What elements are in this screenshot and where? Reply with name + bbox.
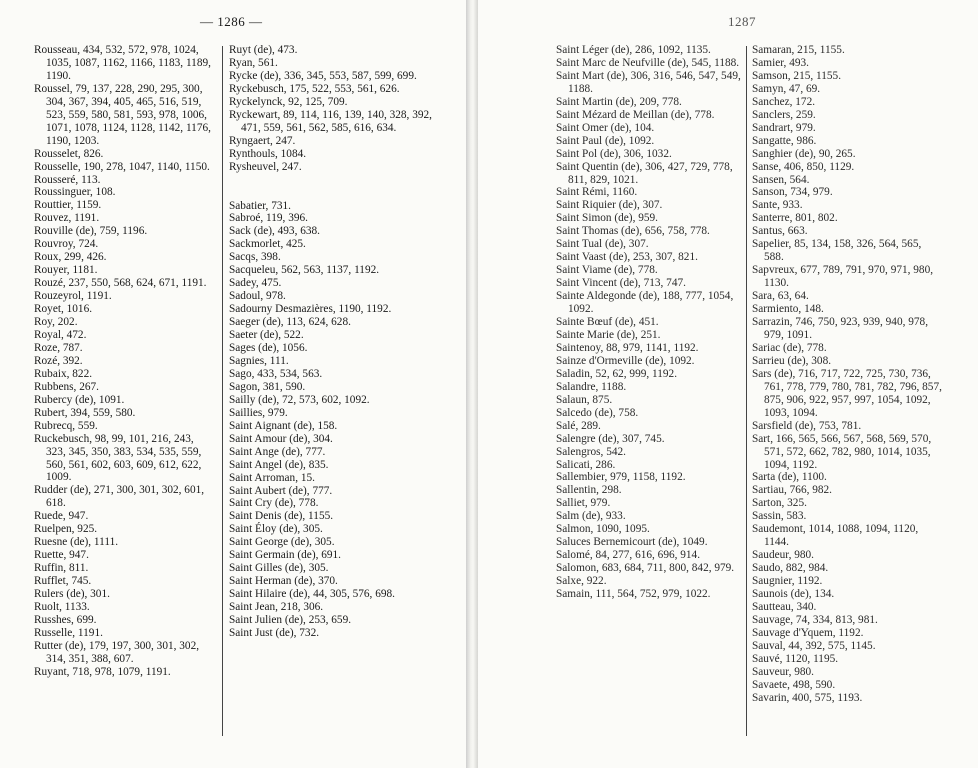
index-entry: Sarsfield (de), 753, 781. [752, 419, 862, 432]
index-entry: Sacqueleu, 562, 563, 1137, 1192. [229, 264, 380, 277]
index-entry: Sartiau, 766, 982. [752, 484, 833, 497]
index-entry: Rubbens, 267. [34, 380, 99, 393]
index-entry: Saint George (de), 305. [229, 536, 335, 549]
index-entry: Saunois (de), 134. [752, 588, 835, 601]
index-entry: Salandre, 1188. [556, 380, 627, 393]
index-entry: Saudo, 882, 984. [752, 562, 829, 575]
index-entry: Rynthouls, 1084. [229, 147, 307, 160]
index-entry: Rysheuvel, 247. [229, 160, 302, 173]
index-entry: Sainte Aldegonde (de), 188, 777, 1054, 1092. [556, 290, 734, 316]
index-entry: Saintenoy, 88, 979, 1141, 1192. [556, 341, 699, 354]
left-column-2-s-entries [229, 200, 444, 640]
index-entry: Rousseré, 113. [34, 173, 101, 186]
index-entry: Sauvage, 74, 334, 813, 981. [752, 613, 878, 626]
index-entry: Samain, 111, 564, 752, 979, 1022. [556, 588, 711, 601]
index-entry: Sages (de), 1056. [229, 342, 308, 355]
index-entry: Sailly (de), 72, 573, 602, 1092. [229, 393, 370, 406]
index-entry: Ryckebusch, 175, 522, 553, 561, 626. [229, 82, 400, 95]
index-entry: Rubaix, 822. [34, 367, 93, 380]
index-entry: Saint Simon (de), 959. [556, 212, 658, 225]
index-entry: Sanclers, 259. [752, 108, 816, 121]
index-entry: Saint Jean, 218, 306. [229, 601, 324, 614]
index-entry: Rouzé, 237, 550, 568, 624, 671, 1191. [34, 277, 207, 290]
index-entry: Ryckelynck, 92, 125, 709. [229, 95, 348, 108]
index-entry: Ruyant, 718, 978, 1079, 1191. [34, 665, 171, 678]
index-entry: Roze, 787. [34, 341, 83, 354]
index-entry: Saint Tual (de), 307. [556, 238, 649, 251]
index-entry: Royal, 472. [34, 328, 87, 341]
index-entry: Royet, 1016. [34, 303, 93, 316]
index-entry: Sacqs, 398. [229, 251, 281, 264]
index-entry: Saint Thomas (de), 656, 758, 778. [556, 225, 710, 238]
index-entry: Sabatier, 731. [229, 199, 291, 212]
index-entry: Saint Gilles (de), 305. [229, 562, 329, 575]
index-entry: Saint Martin (de), 209, 778. [556, 95, 682, 108]
index-entry: Sautteau, 340. [752, 600, 817, 613]
index-entry: Rouville (de), 759, 1196. [34, 225, 148, 238]
index-entry: Saudemont, 1014, 1088, 1094, 1120, 1144. [752, 523, 919, 549]
index-entry: Ryngaert, 247. [229, 134, 296, 147]
index-entry: Saint Julien (de), 253, 659. [229, 614, 352, 627]
index-entry: Sart, 166, 565, 566, 567, 568, 569, 570, 571, 572, 662, 782, 980, 1014, 1035, 1094, 1192. [752, 432, 932, 471]
index-entry: Saint Riquier (de), 307. [556, 199, 663, 212]
index-entry: Sapvreux, 677, 789, 791, 970, 971, 980, 1130. [752, 264, 934, 290]
column-divider-left [222, 46, 223, 736]
index-entry: Rouvroy, 724. [34, 238, 99, 251]
index-entry: Sallembier, 979, 1158, 1192. [556, 471, 686, 484]
index-entry: Saint Omer (de), 104. [556, 121, 655, 134]
index-entry: Saudeur, 980. [752, 549, 814, 562]
index-entry: Samaran, 215, 1155. [752, 44, 845, 56]
index-entry: Sara, 63, 64. [752, 290, 809, 303]
index-entry: Sars (de), 716, 717, 722, 725, 730, 736, 761, 778, 779, 780, 781, 782, 796, 857, 875, 906, 922, 957, 997, 1054, 1092, 1093, 1094. [752, 367, 942, 419]
index-entry: Sansen, 564. [752, 173, 810, 186]
index-entry: Saint Ange (de), 777. [229, 445, 326, 458]
left-column-2-r-entries [229, 44, 444, 174]
index-entry: Rouyer, 1181. [34, 264, 98, 277]
index-entry: Rubrecq, 559. [34, 419, 98, 432]
index-entry: Saint Angel (de), 835. [229, 458, 329, 471]
index-entry: Rousseau, 434, 532, 572, 978, 1024, 1035, 1087, 1162, 1166, 1183, 1189, 1190. [34, 44, 211, 82]
index-entry: Ruette, 947. [34, 549, 89, 562]
index-entry: Sagon, 381, 590. [229, 380, 306, 393]
index-entry: Ryan, 561. [229, 56, 278, 69]
index-entry: Savaete, 498, 590. [752, 678, 836, 691]
index-entry: Ruyt (de), 473. [229, 44, 298, 56]
index-entry: Sauval, 44, 392, 575, 1145. [752, 639, 876, 652]
index-entry: Rudder (de), 271, 300, 301, 302, 601, 618. [34, 484, 205, 510]
index-entry: Saint Hilaire (de), 44, 305, 576, 698. [229, 588, 395, 601]
index-entry: Saint Aubert (de), 777. [229, 484, 333, 497]
index-entry: Saint Amour (de), 304. [229, 432, 333, 445]
index-entry: Sadey, 475. [229, 277, 282, 290]
index-entry: Saint Herman (de), 370. [229, 575, 338, 588]
index-entry: Sanse, 406, 850, 1129. [752, 160, 855, 173]
left-column-2 [229, 44, 444, 640]
index-entry: Sarrieu (de), 308. [752, 354, 832, 367]
index-entry: Rousselet, 826. [34, 147, 104, 160]
page-number-left: — 1286 — [200, 14, 263, 29]
index-entry: Sauveur, 980. [752, 665, 814, 678]
index-entry: Sarrazin, 746, 750, 923, 939, 940, 978, 979, 1091. [752, 316, 929, 341]
left-column-1 [34, 44, 214, 679]
index-entry: Santus, 663. [752, 225, 808, 238]
index-entry: Rutter (de), 179, 197, 300, 301, 302, 314, 351, 388, 607. [34, 639, 200, 665]
index-entry: Sauvage d'Yquem, 1192. [752, 626, 864, 639]
index-entry: Sack (de), 493, 638. [229, 225, 320, 238]
index-entry: Ruesne (de), 1111. [34, 536, 119, 549]
index-entry: Ruede, 947. [34, 510, 89, 523]
index-entry: Roy, 202. [34, 316, 78, 329]
index-entry: Saugnier, 1192. [752, 575, 823, 588]
index-entry: Sago, 433, 534, 563. [229, 367, 323, 380]
index-entry: Ruckebusch, 98, 99, 101, 216, 243, 323, 345, 350, 383, 534, 535, 559, 560, 561, 602, 603, 609, 612, 622, 1009. [34, 432, 202, 484]
index-entry: Rulers (de), 301. [34, 588, 110, 601]
index-entry: Sadoul, 978. [229, 290, 286, 303]
index-entry: Saint Cry (de), 778. [229, 497, 319, 510]
index-entry: Saluces Bernemicourt (de), 1049. [556, 536, 708, 549]
index-entry: Rufflet, 745. [34, 575, 92, 588]
index-entry: Samson, 215, 1155. [752, 69, 842, 82]
index-entry: Sabroé, 119, 396. [229, 212, 308, 225]
index-entry: Saint Quentin (de), 306, 427, 729, 778, 811, 829, 1021. [556, 160, 733, 186]
index-entry: Sanghier (de), 90, 265. [752, 147, 856, 160]
index-entry: Sarton, 325. [752, 497, 807, 510]
index-entry: Sanchez, 172. [752, 95, 816, 108]
index-entry: Ruelpen, 925. [34, 523, 98, 536]
index-entry: Rubercy (de), 1091. [34, 393, 125, 406]
index-entry: Rozé, 392. [34, 354, 83, 367]
index-entry: Salliet, 979. [556, 497, 611, 510]
index-entry: Sadourny Desmazières, 1190, 1192. [229, 303, 392, 316]
index-entry: Saint Arroman, 15. [229, 471, 315, 484]
index-entry: Saladin, 52, 62, 999, 1192. [556, 367, 678, 380]
index-entry: Saint Léger (de), 286, 1092, 1135. [556, 44, 711, 56]
index-entry: Salaun, 875. [556, 393, 613, 406]
column-divider-right [746, 46, 747, 736]
index-entry: Sapelier, 85, 134, 158, 326, 564, 565, 588. [752, 238, 922, 264]
index-entry: Saeger (de), 113, 624, 628. [229, 316, 351, 329]
page-number-right: 1287 [728, 14, 756, 29]
index-entry: Saeter (de), 522. [229, 329, 304, 342]
index-entry: Sarmiento, 148. [752, 303, 824, 316]
index-entry: Sainte Bœuf (de), 451. [556, 316, 659, 329]
index-entry: Savarin, 400, 575, 1193. [752, 691, 863, 704]
index-entry: Saint Aignant (de), 158. [229, 419, 338, 432]
index-entry: Russhes, 699. [34, 613, 97, 626]
index-entry: Rubert, 394, 559, 580. [34, 406, 136, 419]
index-entry: Salm (de), 933. [556, 510, 626, 523]
index-entry: Santerre, 801, 802. [752, 212, 838, 225]
index-entry: Rycke (de), 336, 345, 553, 587, 599, 699. [229, 69, 417, 82]
index-entry: Saint Denis (de), 1155. [229, 510, 334, 523]
index-entry: Ruffin, 811. [34, 562, 89, 575]
index-entry: Salxe, 922. [556, 575, 607, 588]
right-page [478, 0, 978, 768]
index-entry: Saint Mart (de), 306, 316, 546, 547, 549, 1188. [556, 69, 741, 95]
index-entry: Saint Marc de Neufville (de), 545, 1188. [556, 56, 740, 69]
index-entry: Saint Vaast (de), 253, 307, 821. [556, 251, 698, 264]
index-entry: Saint Just (de), 732. [229, 626, 320, 639]
index-entry: Sarta (de), 1100. [752, 471, 827, 484]
right-column-1 [556, 44, 744, 601]
index-entry: Rouvez, 1191. [34, 212, 100, 225]
index-entry: Salomon, 683, 684, 711, 800, 842, 979. [556, 562, 735, 575]
index-entry: Saint Vincent (de), 713, 747. [556, 277, 686, 290]
index-entry: Salengros, 542. [556, 445, 626, 458]
index-entry: Sainte Marie (de), 251. [556, 328, 661, 341]
index-entry: Sante, 933. [752, 199, 803, 212]
index-entry: Sackmorlet, 425. [229, 238, 306, 251]
index-entry: Russelle, 1191. [34, 626, 103, 639]
index-entry: Sanson, 734, 979. [752, 186, 833, 199]
index-entry: Sallentin, 298. [556, 484, 622, 497]
index-entry: Saint Paul (de), 1092. [556, 134, 655, 147]
index-entry: Rousselle, 190, 278, 1047, 1140, 1150. [34, 160, 210, 173]
index-entry: Samyn, 47, 69. [752, 82, 821, 95]
index-entry: Salmon, 1090, 1095. [556, 523, 650, 536]
index-entry: Sassin, 583. [752, 510, 807, 523]
index-entry: Saint Viame (de), 778. [556, 264, 658, 277]
index-entry: Ryckewart, 89, 114, 116, 139, 140, 328, 392, 471, 559, 561, 562, 585, 616, 634. [229, 108, 432, 134]
index-entry: Salcedo (de), 758. [556, 406, 639, 419]
index-entry: Saint Pol (de), 306, 1032. [556, 147, 672, 160]
index-entry: Saint Rémi, 1160. [556, 186, 638, 199]
index-entry: Saillies, 979. [229, 406, 288, 419]
index-entry: Sauvé, 1120, 1195. [752, 652, 839, 665]
index-entry: Saint Germain (de), 691. [229, 549, 341, 562]
index-entry: Saint Mézard de Meillan (de), 778. [556, 108, 715, 121]
index-entry: Salomé, 84, 277, 616, 696, 914. [556, 549, 701, 562]
book-gutter [466, 0, 478, 768]
section-gap [229, 174, 444, 200]
index-entry: Salicati, 286. [556, 458, 616, 471]
index-entry: Roussel, 79, 137, 228, 290, 295, 300, 304, 367, 394, 405, 465, 516, 519, 523, 559, 580, 581, 593, 978, 1006, 1071, 1078, 1124, 1128, 1142, 1176, 1190, 1203. [34, 82, 211, 147]
right-column-2 [752, 44, 942, 705]
index-entry: Ruolt, 1133. [34, 600, 90, 613]
index-entry: Routtier, 1159. [34, 199, 102, 212]
index-entry: Sangatte, 986. [752, 134, 817, 147]
index-entry: Sainze d'Ormeville (de), 1092. [556, 354, 695, 367]
index-entry: Rouzeyrol, 1191. [34, 290, 112, 303]
index-entry: Roux, 299, 426. [34, 251, 107, 264]
left-page [0, 0, 466, 768]
index-entry: Roussinguer, 108. [34, 186, 116, 199]
index-entry: Sagnies, 111. [229, 354, 289, 367]
index-entry: Salé, 289. [556, 419, 601, 432]
index-entry: Samier, 493. [752, 56, 809, 69]
index-entry: Sariac (de), 778. [752, 341, 827, 354]
index-entry: Sandrart, 979. [752, 121, 816, 134]
index-entry: Saint Éloy (de), 305. [229, 523, 323, 536]
index-entry: Salengre (de), 307, 745. [556, 432, 665, 445]
